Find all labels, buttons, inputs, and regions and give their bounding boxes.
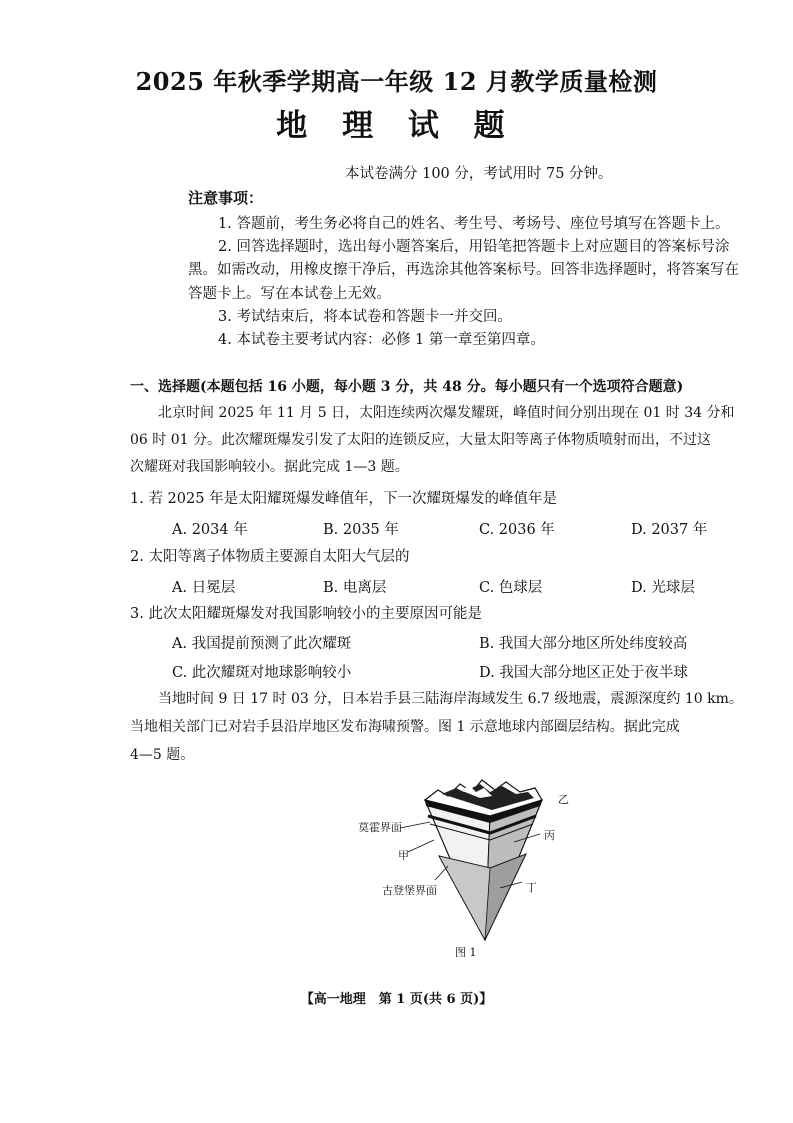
label-ding: 丁 (526, 881, 537, 894)
notice-line: 4. 本试卷主要考试内容：必修 1 第一章至第四章。 (218, 332, 545, 348)
question-stem: 2. 太阳等离子体物质主要源自太阳大气层的 (130, 549, 410, 565)
label-gutenberg: 古登堡界面 (382, 884, 437, 897)
passage-line: 次耀斑对我国影响较小。据此完成 1—3 题。 (130, 459, 409, 475)
subject-title: 地 理 试 题 (276, 108, 517, 144)
gutenberg-leader (435, 866, 448, 880)
notice-line: 黑。如需改动，用橡皮擦干净后，再选涂其他答案标号。回答非选择题时，将答案写在 (188, 262, 739, 278)
passage-line: 当地时间 9 日 17 时 03 分，日本岩手县三陆海岸海域发生 6.7 级地震，震源深度约 10 km。 (158, 691, 743, 707)
core-left-face (439, 856, 490, 940)
label-bing: 丙 (544, 829, 555, 842)
question-stem: 1. 若 2025 年是太阳耀斑爆发峰值年，下一次耀斑爆发的峰值年是 (130, 491, 558, 507)
option-b: B. 2035 年 (323, 522, 399, 538)
notice-line: 3. 考试结束后，将本试卷和答题卡一并交回。 (218, 309, 512, 325)
option-a: A. 我国提前预测了此次耀斑 (172, 636, 352, 652)
option-a: A. 日冕层 (172, 580, 236, 596)
notice-line: 答题卡上。写在本试卷上无效。 (188, 286, 391, 302)
page-footer: 【高一地理 第 1 页(共 6 页)】 (300, 992, 493, 1007)
passage-line: 06 时 01 分。此次耀斑爆发引发了太阳的连锁反应，大量太阳等离子体物质喷射而出，不过这 (130, 432, 711, 448)
passage-line: 当地相关部门已对岩手县沿岸地区发布海啸预警。图 1 示意地球内部圈层结构。据此完成 (130, 719, 680, 735)
passage-line: 4—5 题。 (130, 747, 195, 763)
option-b: B. 我国大部分地区所处纬度较高 (479, 636, 688, 652)
label-moho: 莫霍界面 (358, 821, 402, 834)
option-c: C. 2036 年 (479, 522, 555, 538)
option-b: B. 电离层 (323, 580, 387, 596)
option-a: A. 2034 年 (172, 522, 248, 538)
exam-title: 2025 年秋季学期高一年级 12 月教学质量检测 (135, 67, 658, 96)
notice-line: 1. 答题前，考生务必将自己的姓名、考生号、考场号、座位号填写在答题卡上。 (218, 216, 730, 232)
jia-leader (408, 840, 434, 852)
label-yi: 乙 (558, 793, 569, 806)
passage-line: 北京时间 2025 年 11 月 5 日，太阳连续两次爆发耀斑，峰值时间分别出现在 01 时 34 分和 (158, 405, 735, 421)
option-c: C. 此次耀斑对地球影响较小 (172, 665, 352, 681)
moho-leader (400, 822, 430, 828)
option-d: D. 光球层 (631, 580, 695, 596)
notice-line: 2. 回答选择题时，选出每小题答案后，用铅笔把答题卡上对应题目的答案标号涂 (218, 239, 730, 255)
option-c: C. 色球层 (479, 580, 543, 596)
earth-layers-figure (330, 770, 590, 950)
section-heading: 一、选择题(本题包括 16 小题，每小题 3 分，共 48 分。每小题只有一个选项符合题意) (130, 379, 684, 395)
question-stem: 3. 此次太阳耀斑爆发对我国影响较小的主要原因可能是 (130, 606, 482, 622)
label-jia: 甲 (398, 849, 409, 862)
figure-caption: 图 1 (455, 946, 477, 959)
exam-meta: 本试卷满分 100 分，考试用时 75 分钟。 (345, 166, 613, 182)
notice-heading: 注意事项： (188, 189, 264, 207)
option-d: D. 我国大部分地区正处于夜半球 (479, 665, 688, 681)
option-d: D. 2037 年 (631, 522, 708, 538)
